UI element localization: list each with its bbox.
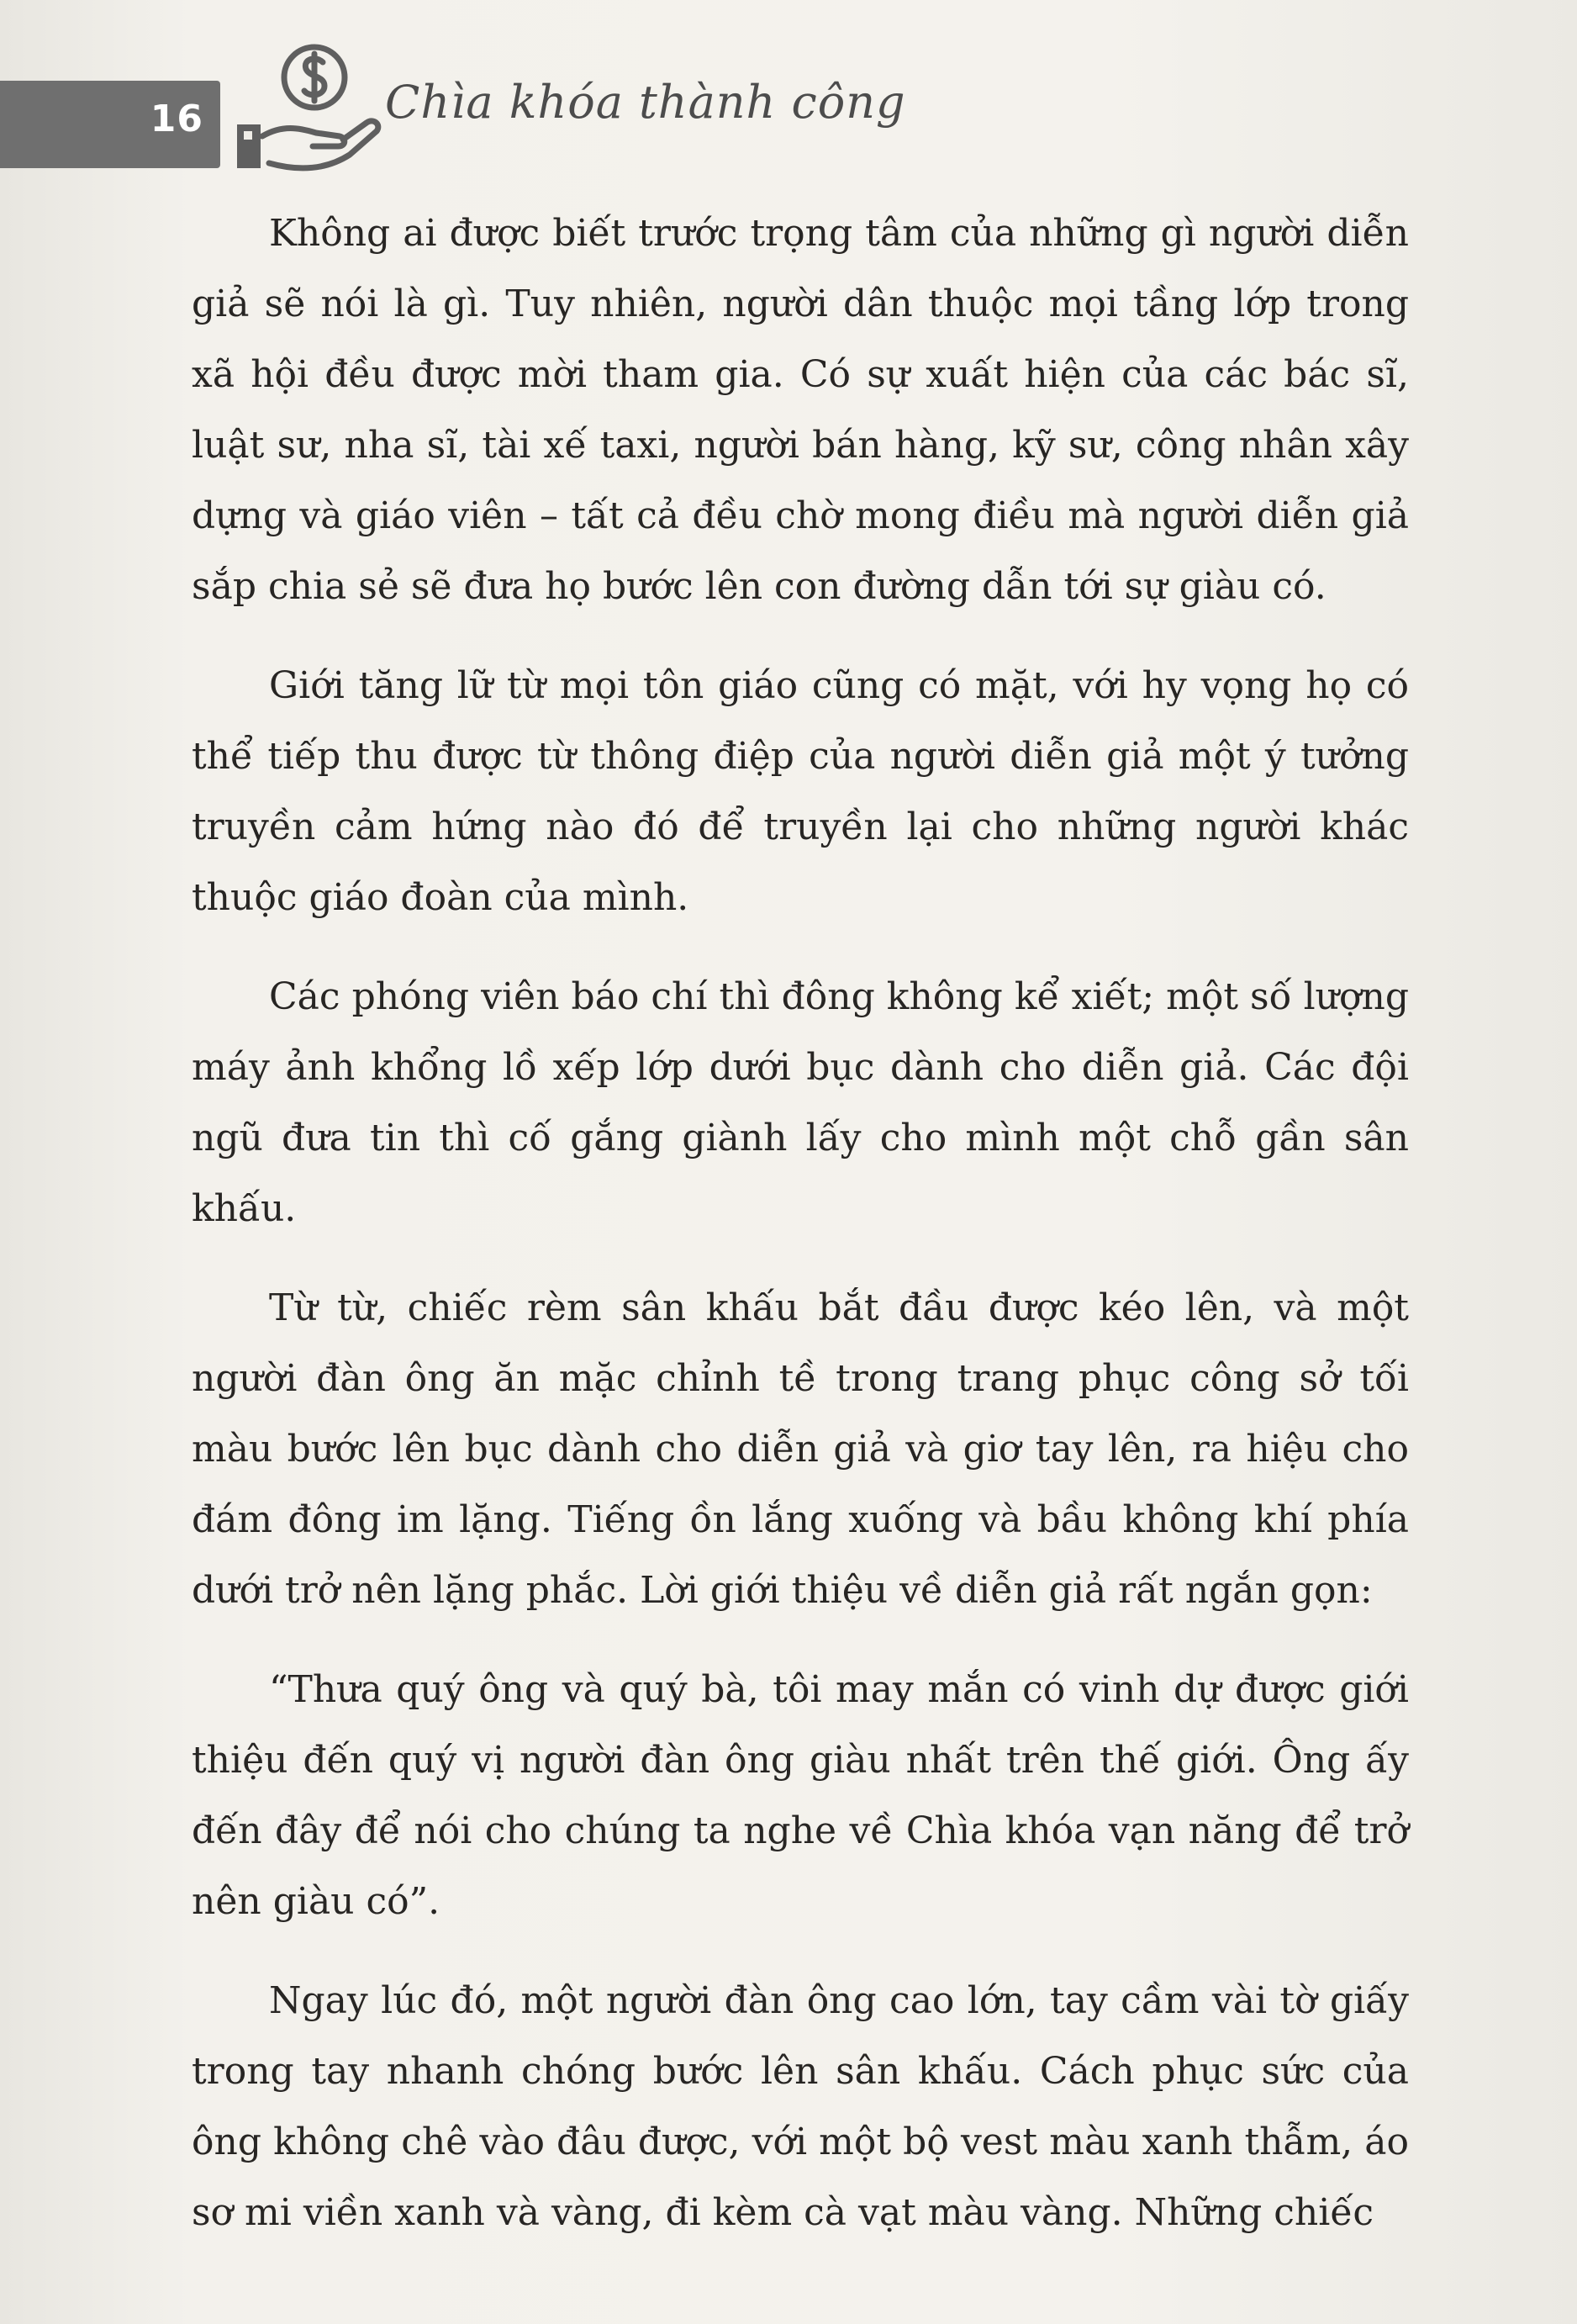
hand-holding-dollar-coin-icon	[232, 37, 383, 188]
page-number-tab	[0, 81, 220, 168]
paragraph: Từ từ, chiếc rèm sân khấu bắt đầu được kéo lên, và một người đàn ông ăn mặc chỉnh tề trong trang phục công sở tối màu bước lên bục dành cho diễn giả và giơ tay lên, ra hiệu cho đám đông im lặng. Tiếng ồn lắng xuống và bầu không khí phía dưới trở nên lặng phắc. Lời giới thiệu về diễn giả rất ngắn gọn:	[192, 1286, 1409, 1612]
running-title: Chìa khóa thành công	[385, 76, 906, 129]
paragraph: Ngay lúc đó, một người đàn ông cao lớn, tay cầm vài tờ giấy trong tay nhanh chóng bước lên sân khấu. Cách phục sức của ông không chê vào đâu được, với một bộ vest màu xanh thẫm, áo sơ mi viền xanh và vàng, đi kèm cà vạt màu vàng. Những chiếc	[192, 1979, 1409, 2234]
body-text	[192, 198, 1409, 2277]
paragraph: Các phóng viên báo chí thì đông không kể xiết; một số lượng máy ảnh khổng lồ xếp lớp dưới bục dành cho diễn giả. Các đội ngũ đưa tin thì cố gắng giành lấy cho mình một chỗ gần sân khấu.	[192, 975, 1409, 1230]
page-header	[0, 71, 925, 180]
paragraph: Không ai được biết trước trọng tâm của những gì người diễn giả sẽ nói là gì. Tuy nhiên, người dân thuộc mọi tầng lớp trong xã hội đều được mời tham gia. Có sự xuất hiện của các bác sĩ, luật sư, nha sĩ, tài xế taxi, người bán hàng, kỹ sư, công nhân xây dựng và giáo viên – tất cả đều chờ mong điều mà người diễn giả sắp chia sẻ sẽ đưa họ bước lên con đường dẫn tới sự giàu có.	[192, 212, 1409, 608]
paragraph: “Thưa quý ông và quý bà, tôi may mắn có vinh dự được giới thiệu đến quý vị người đàn ông giàu nhất trên thế giới. Ông ấy đến đây để nói cho chúng ta nghe về Chìa khóa vạn năng để trở nên giàu có”.	[192, 1668, 1409, 1923]
page-number: 16	[150, 98, 203, 140]
paragraph: Giới tăng lữ từ mọi tôn giáo cũng có mặt, với hy vọng họ có thể tiếp thu được từ thông điệp của người diễn giả một ý tưởng truyền cảm hứng nào đó để truyền lại cho những người khác thuộc giáo đoàn của mình.	[192, 664, 1409, 919]
